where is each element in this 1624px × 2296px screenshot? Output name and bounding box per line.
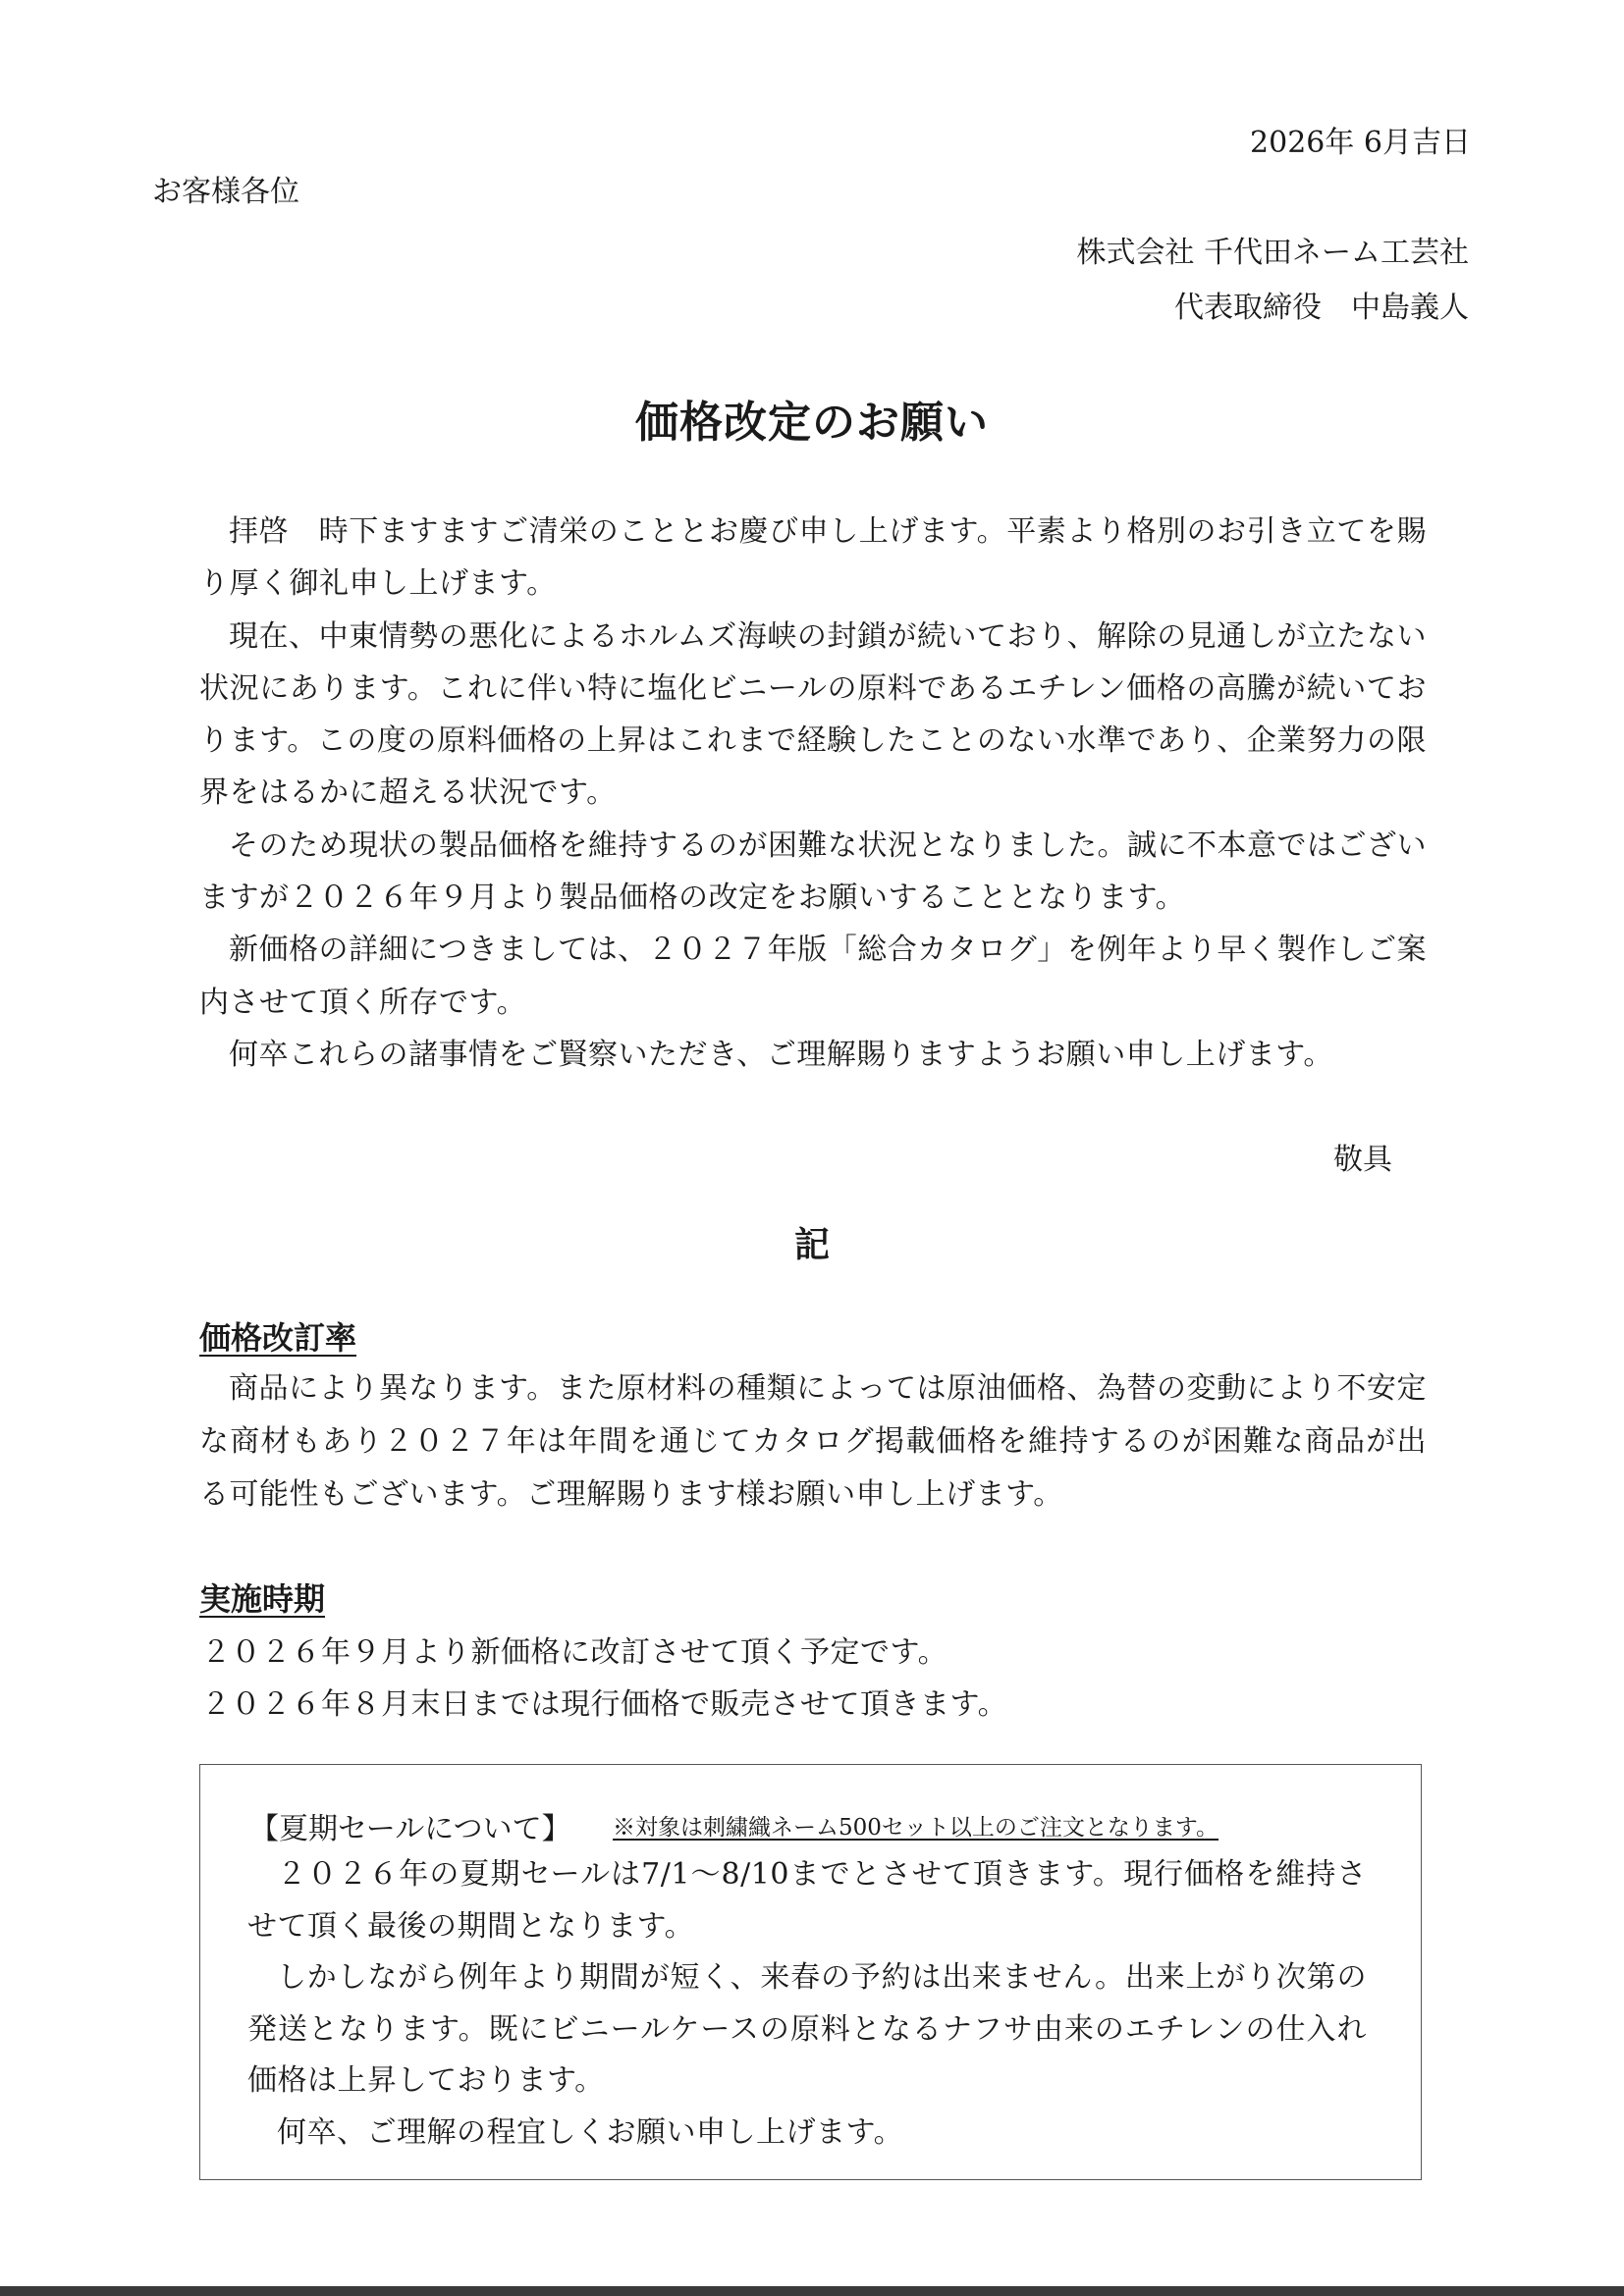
page-bottom-rule: [0, 2286, 1624, 2296]
letter-body: [199, 506, 1427, 1081]
body-paragraph: 拝啓 時下ますますご清栄のこととお慶び申し上げます。平素より格別のお引き立てを賜り厚く御礼申し上げます。: [199, 514, 1427, 602]
implementation-section-heading: 実施時期: [199, 1580, 326, 1618]
summer-sale-paragraph: しかしながら例年より期間が短く、来春の予約は出来ません。出来上がり次第の発送となります。既にビニールケースの原料となるナフサ由来のエチレンの仕入れ価格は上昇しております。: [247, 1960, 1367, 2098]
recipient-salutation: お客様各位: [152, 175, 299, 209]
implementation-line: ２０２６年９月より新価格に改訂させて頂く予定です。: [201, 1635, 948, 1670]
implementation-line: ２０２６年８月末日までは現行価格で販売させて頂きます。: [201, 1687, 1008, 1722]
document-date: 2026年 6月吉日: [1250, 126, 1471, 160]
rate-section-heading: 価格改訂率: [199, 1319, 357, 1357]
document-title: 価格改定のお願い: [635, 398, 989, 448]
summer-sale-body: [247, 1849, 1367, 2159]
body-paragraph: そのため現状の製品価格を維持するのが困難な状況となりました。誠に不本意ではございますが２０２６年９月より製品価格の改定をお願いすることとなります。: [199, 828, 1427, 916]
summer-sale-heading: 【夏期セールについて】: [249, 1812, 571, 1846]
summer-sale-paragraph: 何卒、ご理解の程宜しくお願い申し上げます。: [277, 2114, 904, 2150]
rate-section-text: 商品により異なります。また原材料の種類によっては原油価格、為替の変動により不安定な商材もあり２０２７年は年間を通じてカタログ掲載価格を維持するのが困難な商品が出る可能性もございます。ご理解賜ります様お願い申し上げます。: [199, 1371, 1427, 1512]
representative-name: 代表取締役 中島義人: [1174, 291, 1469, 325]
summer-sale-box: [199, 1764, 1422, 2180]
summer-sale-paragraph: ２０２６年の夏期セールは7/1～8/10までとさせて頂きます。現行価格を維持させて頂く最後の期間となります。: [247, 1857, 1367, 1944]
ki-heading: 記: [793, 1224, 830, 1265]
closing-keigu: 敬具: [1333, 1143, 1392, 1177]
body-paragraph: 何卒これらの諸事情をご賢察いただき、ご理解賜りますようお願い申し上げます。: [229, 1037, 1333, 1072]
body-paragraph: 現在、中東情勢の悪化によるホルムズ海峡の封鎖が続いており、解除の見通しが立たない状況にあります。これに伴い特に塩化ビニールの原料であるエチレン価格の高騰が続いております。この度の原料価格の上昇はこれまで経験したことのない水準であり、企業努力の限界をはるかに超える状況です。: [199, 618, 1427, 811]
company-name: 株式会社 千代田ネーム工芸社: [1076, 236, 1469, 270]
body-paragraph: 新価格の詳細につきましては、２０２７年版「総合カタログ」を例年より早く製作しご案内させて頂く所存です。: [199, 933, 1427, 1020]
summer-sale-note: ※対象は刺繍織ネーム500セット以上のご注文となります。: [613, 1815, 1219, 1841]
